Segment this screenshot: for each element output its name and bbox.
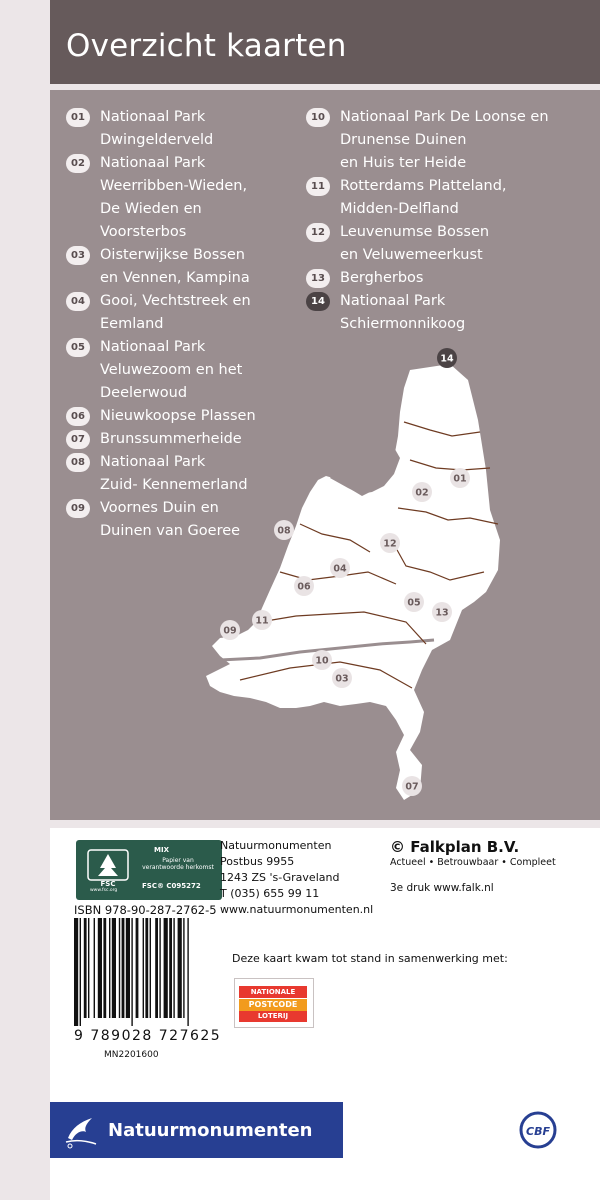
svg-text:12: 12	[383, 538, 397, 550]
svg-text:FSC: FSC	[100, 880, 116, 888]
fsc-url: www.fsc.org	[90, 888, 118, 893]
map-marker-03	[332, 668, 352, 688]
map-marker-02	[412, 482, 432, 502]
map-marker-09	[220, 620, 240, 640]
svg-text:04: 04	[333, 563, 347, 575]
legend-text: Duinen van Goeree	[100, 523, 241, 539]
legend-text: Bergherbos	[340, 270, 424, 286]
map-marker-05	[404, 592, 424, 612]
map-marker-06	[294, 576, 314, 596]
legend-number: 06	[66, 407, 90, 426]
legend-number: 08	[66, 453, 90, 472]
legend-item-01	[66, 106, 256, 152]
legend-number: 07	[66, 430, 90, 449]
svg-text:05: 05	[407, 597, 421, 609]
legend-text: Veluwezoom en het	[100, 362, 243, 378]
legend-text: Schiermonnikoog	[340, 316, 466, 332]
legend-text: en Huis ter Heide	[340, 155, 467, 171]
legend-number: 03	[66, 246, 90, 265]
legend-number: 13	[306, 269, 330, 288]
legend-number: 04	[66, 292, 90, 311]
address-line: T (035) 655 99 11	[220, 887, 320, 900]
fsc-tree-icon	[86, 848, 130, 888]
legend-text: Voorsterbos	[100, 224, 187, 240]
legend-text: Brunssummerheide	[100, 431, 242, 447]
postcode-loterij-logo: NATIONALE POSTCODE LOTERIJ	[234, 978, 314, 1028]
fsc-text: Papier van verantwoorde herkomst	[142, 857, 214, 871]
legend-text: Leuvenumse Bossen	[340, 224, 490, 240]
svg-text:09: 09	[223, 625, 237, 637]
cooperation-text: Deze kaart kwam tot stand in samenwerking met:	[232, 952, 508, 965]
address-line: Postbus 9955	[220, 855, 295, 868]
legend-text: Oisterwijkse Bossen	[100, 247, 245, 263]
legend-text: Voornes Duin en	[100, 500, 219, 516]
title-bar	[50, 0, 600, 84]
address-line: Natuurmonumenten	[220, 839, 332, 852]
legend-item-10	[306, 106, 549, 175]
legend-text: Nationaal Park	[340, 293, 446, 309]
legend-text: Deelerwoud	[100, 385, 188, 401]
page-title: Overzicht kaarten	[66, 28, 347, 64]
land-shape	[206, 364, 500, 800]
svg-text:06: 06	[297, 581, 311, 593]
legend-number: 12	[306, 223, 330, 242]
legend-number: 01	[66, 108, 90, 127]
legend-item-13	[306, 267, 549, 290]
address-block	[220, 838, 373, 918]
legend-text: Nationaal Park	[100, 155, 206, 171]
legend-text: en Vennen, Kampina	[100, 270, 250, 286]
svg-text:01: 01	[453, 473, 467, 485]
falk-slogan: Actueel • Betrouwbaar • Compleet	[390, 857, 556, 868]
map-marker-11	[252, 610, 272, 630]
legend-text: en Veluwemeerkust	[340, 247, 483, 263]
legend-number: 11	[306, 177, 330, 196]
legend-number: 02	[66, 154, 90, 173]
falk-edition: 3e druk www.falk.nl	[390, 882, 494, 894]
legend-list-right	[306, 106, 549, 336]
svg-text:10: 10	[315, 655, 329, 667]
address-line: 1243 ZS 's-Graveland	[220, 871, 340, 884]
legend-text: Rotterdams Platteland,	[340, 178, 507, 194]
bird-icon	[62, 1110, 102, 1150]
legend-text: Gooi, Vechtstreek en	[100, 293, 251, 309]
legend-item-03	[66, 244, 256, 290]
legend-text: Dwingelderveld	[100, 132, 214, 148]
svg-text:07: 07	[405, 781, 419, 793]
map-marker-12	[380, 533, 400, 553]
natuurmonumenten-name: Natuurmonumenten	[108, 1120, 313, 1141]
legend-item-14	[306, 290, 549, 336]
legend-text: Nationaal Park	[100, 339, 206, 355]
map-marker-01	[450, 468, 470, 488]
legend-number: 14	[306, 292, 330, 311]
falk-block	[390, 838, 556, 894]
barcode	[72, 918, 222, 1028]
legend-text: Nationaal Park De Loonse en	[340, 109, 549, 125]
svg-text:03: 03	[335, 673, 349, 685]
map-marker-13	[432, 602, 452, 622]
svg-text:11: 11	[255, 615, 269, 627]
barcode-digits: 9 789028 727625	[74, 1028, 222, 1044]
legend-text: Nieuwkoopse Plassen	[100, 408, 256, 424]
mn-code: MN2201600	[104, 1050, 159, 1060]
svg-text:14: 14	[440, 353, 454, 365]
cbf-logo	[518, 1110, 558, 1156]
legend-text: Eemland	[100, 316, 164, 332]
netherlands-map	[200, 340, 500, 810]
isbn: ISBN 978-90-287-2762-5	[74, 903, 217, 917]
svg-text:13: 13	[435, 607, 449, 619]
legend-text: Drunense Duinen	[340, 132, 467, 148]
fsc-mix: MIX	[154, 846, 169, 854]
legend-number: 05	[66, 338, 90, 357]
legend-item-04	[66, 290, 256, 336]
falk-name: © Falkplan B.V.	[390, 838, 520, 856]
legend-text: Weerribben-Wieden,	[100, 178, 248, 194]
legend-text: Zuid- Kennemerland	[100, 477, 248, 493]
legend-item-12	[306, 221, 549, 267]
map-marker-14	[437, 348, 457, 368]
address-line: www.natuurmonumenten.nl	[220, 903, 374, 916]
map-marker-07	[402, 776, 422, 796]
legend-item-02	[66, 152, 256, 244]
map-marker-08	[274, 520, 294, 540]
natuurmonumenten-logo	[50, 1102, 343, 1158]
svg-text:CBF: CBF	[526, 1125, 550, 1138]
legend-number: 10	[306, 108, 330, 127]
fsc-logo	[76, 840, 222, 900]
fsc-code: FSC® C095272	[142, 882, 201, 890]
legend-text: Nationaal Park	[100, 109, 206, 125]
map-marker-04	[330, 558, 350, 578]
legend-text: Nationaal Park	[100, 454, 206, 470]
legend-item-11	[306, 175, 549, 221]
svg-text:02: 02	[415, 487, 429, 499]
legend-number: 09	[66, 499, 90, 518]
legend-text: De Wieden en	[100, 201, 202, 217]
legend-text: Midden-Delfland	[340, 201, 459, 217]
map-marker-10	[312, 650, 332, 670]
svg-text:08: 08	[277, 525, 291, 537]
